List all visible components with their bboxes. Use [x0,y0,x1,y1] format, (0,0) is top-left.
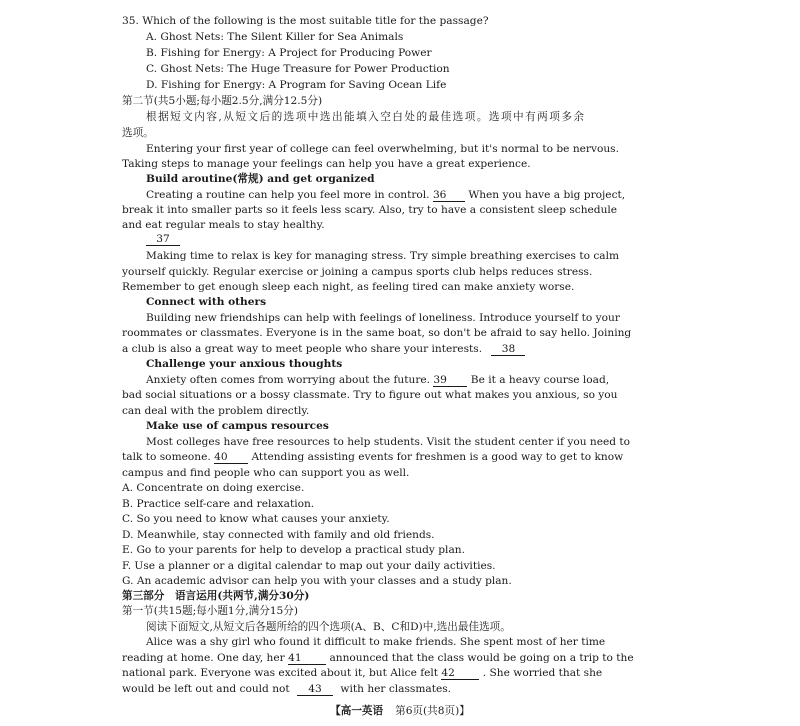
cloze-line2: reading at home. One day, her 41 announced that the class would be going on a trip to the [122,652,634,664]
passage-heading-challenge: Challenge your anxious thoughts [146,358,343,370]
choice-a: A. Concentrate on doing exercise. [122,482,305,494]
cloze-line1: Alice was a shy girl who found it difficult to make friends. She spent most of her time [146,636,606,648]
blank-37: 37 [146,234,180,246]
blank-41: 41 [288,653,326,665]
passage-heading-routine: Build aroutine(常规) and get organized [146,173,375,185]
q35-option-a: A. Ghost Nets: The Silent Killer for Sea Animals [146,31,404,43]
page-footer [0,704,800,718]
passage-p3-line1: Building new friendships can help with feelings of loneliness. Introduce yourself to your [146,312,620,324]
blank-43: 43 [297,684,333,696]
passage-p5-line2: talk to someone. 40 Attending assisting events for freshmen is a good way to get to know [122,451,624,463]
choice-g: G. An academic advisor can help you with your classes and a study plan. [122,575,512,587]
blank-36: 36 [433,190,465,202]
passage-p2-line2: yourself quickly. Regular exercise or joining a campus sports club helps reduces stress. [122,266,593,278]
q35-option-b: B. Fishing for Energy: A Project for Producing Power [146,47,432,59]
section2-instruction-cont: 选项。 [122,127,154,139]
cloze-line4: would be left out and could not 43 with her classmates. [122,683,452,695]
blank-38: 38 [491,344,525,356]
cloze-line3: national park. Everyone was excited about it, but Alice felt 42 . She worried that she [122,667,603,679]
passage-p1-line3: and eat regular meals to stay healthy. [122,219,325,231]
passage-p4-line2: bad social situations or a bossy classmate. Try to figure out what makes you anxious, so you [122,389,618,401]
passage-heading-resources: Make use of campus resources [146,420,329,432]
part3-subsection: 第一节(共15题;每小题1分,满分15分) [122,605,299,617]
passage-p4-line1: Anxiety often comes from worrying about the future. 39 Be it a heavy course load, [146,374,610,386]
passage-heading-connect: Connect with others [146,296,267,308]
choice-c: C. So you need to know what causes your anxiety. [122,513,390,525]
choice-e: E. Go to your parents for help to develop a practical study plan. [122,544,465,556]
q35-option-c: C. Ghost Nets: The Huge Treasure for Power Production [146,63,450,75]
q35-stem: 35. Which of the following is the most suitable title for the passage? [122,15,489,27]
q35-option-d: D. Fishing for Energy: A Program for Saving Ocean Life [146,79,447,91]
part3-header: 第三部分 语言运用(共两节,满分30分) [122,590,310,602]
passage-p1-line2: break it into smaller parts so it feels less scary. Also, try to have a consistent sleep schedule [122,204,618,216]
passage-p2-line3: Remember to get enough sleep each night, as feeling tired can make anxiety worse. [122,281,575,293]
passage-intro-line2: Taking steps to manage your feelings can help you have a great experience. [122,158,531,170]
passage-p3-line2: roommates or classmates. Everyone is in the same boat, so don't be afraid to say hello. Joining [122,327,632,339]
passage-intro-line1: Entering your first year of college can feel overwhelming, but it's normal to be nervous. [146,143,619,155]
passage-p2-line1: Making time to relax is key for managing stress. Try simple breathing exercises to calm [146,250,620,262]
choice-f: F. Use a planner or a digital calendar to map out your daily activities. [122,560,496,572]
blank-42: 42 [441,668,479,680]
choice-b: B. Practice self-care and relaxation. [122,498,315,510]
footer-subject: 【高一英语 [330,705,384,717]
footer-page-number: 第6页(共8页)】 [395,705,470,717]
passage-p5-line3: campus and find people who can support you as well. [122,467,410,479]
section2-header: 第二节(共5小题;每小题2.5分,满分12.5分) [122,95,323,107]
section2-instruction: 根据短文内容,从短文后的选项中选出能填入空白处的最佳选项。选项中有两项多余 [146,111,584,123]
passage-p3-line3: a club is also a great way to meet people who share your interests. 38 [122,342,525,356]
blank-39: 39 [433,375,467,387]
choice-d: D. Meanwhile, stay connected with family and old friends. [122,529,435,541]
blank-40: 40 [214,452,248,464]
passage-blank-37-line [146,232,180,246]
passage-p4-line3: can deal with the problem directly. [122,405,310,417]
passage-p1-line1: Creating a routine can help you feel more in control. 36 When you have a big project, [146,189,626,201]
passage-p5-line1: Most colleges have free resources to help students. Visit the student center if you need to [146,436,631,448]
part3-instruction: 阅读下面短文,从短文后各题所给的四个选项(A、B、C和D)中,选出最佳选项。 [146,621,511,633]
